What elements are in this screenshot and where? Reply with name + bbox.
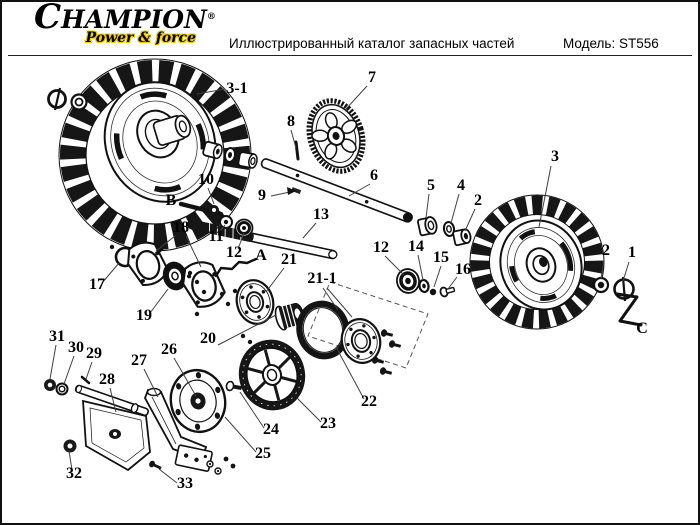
callout-31: 31 <box>49 328 65 345</box>
callout-19: 19 <box>136 307 152 324</box>
flange-bushing-5 <box>417 216 438 236</box>
hub-nut-left <box>72 95 87 110</box>
callout-26: 26 <box>161 341 177 358</box>
callout-20: 20 <box>200 330 216 347</box>
callout-17: 17 <box>89 276 105 293</box>
callout-14: 14 <box>408 238 424 255</box>
callout-10: 10 <box>198 171 214 188</box>
callout-3-1: 3-1 <box>226 80 248 97</box>
callout-11: 11 <box>208 228 224 245</box>
wheel-right-3 <box>470 195 604 329</box>
nut-2-mid <box>453 228 472 245</box>
callout-13: 13 <box>313 206 329 223</box>
callout-33: 33 <box>177 475 193 492</box>
nut-10 <box>209 205 219 215</box>
callout-6: 6 <box>370 167 378 184</box>
pin-29 <box>82 377 89 383</box>
registered-mark-icon: ® <box>206 12 216 22</box>
callout-25: 25 <box>255 445 271 462</box>
callout-4: 4 <box>457 177 465 194</box>
callout-7: 7 <box>368 69 376 86</box>
logo-tagline: Power & force <box>85 30 196 47</box>
callout-32: 32 <box>66 465 82 482</box>
logo-wordmark: CHAMPION® <box>34 0 216 38</box>
callout-3: 3 <box>551 148 559 165</box>
nut-2-right <box>594 278 608 292</box>
flanged-bushing-12-right <box>394 267 421 296</box>
screw-dot <box>110 245 114 249</box>
pin-8 <box>296 142 298 159</box>
ring-pin-left <box>49 88 66 110</box>
callout-5: 5 <box>427 177 435 194</box>
callout-A: A <box>255 247 267 264</box>
model-label: Модель: ST556 <box>563 36 659 51</box>
callout-27: 27 <box>131 352 147 369</box>
callout-21: 21 <box>281 251 297 268</box>
callout-1: 1 <box>628 244 636 261</box>
callout-23: 23 <box>320 415 336 432</box>
hub-plate-21 <box>232 276 278 328</box>
callout-21-1: 21-1 <box>307 270 337 287</box>
bushing-30 <box>57 384 68 395</box>
drive-gear-7 <box>301 94 372 178</box>
callout-24: 24 <box>263 421 279 438</box>
callout-16: 16 <box>455 261 471 278</box>
callout-C: C <box>636 320 648 337</box>
callout-2a: 2 <box>474 192 482 209</box>
page-title: Иллюстрированный каталог запасных частей <box>229 36 515 51</box>
callout-22: 22 <box>361 393 377 410</box>
callout-18: 18 <box>173 219 189 236</box>
callout-B: B <box>165 192 177 209</box>
bolt-16 <box>439 285 455 297</box>
washer-14 <box>419 279 430 292</box>
bushing-left <box>238 152 258 169</box>
callout-28: 28 <box>99 371 115 388</box>
callout-2b: 2 <box>602 242 610 259</box>
ball-15 <box>430 289 436 295</box>
callout-12a: 12 <box>226 244 242 261</box>
callout-30: 30 <box>68 339 84 356</box>
callout-12b: 12 <box>373 239 389 256</box>
callout-15: 15 <box>433 249 449 266</box>
callout-9: 9 <box>258 187 266 204</box>
nut-32 <box>64 440 77 453</box>
bearing-flange-18b <box>179 258 226 310</box>
callout-8: 8 <box>287 113 295 130</box>
callout-29: 29 <box>86 345 102 362</box>
washer-11 <box>220 216 232 228</box>
shift-rod-a <box>216 259 256 276</box>
nut-31 <box>44 379 56 391</box>
